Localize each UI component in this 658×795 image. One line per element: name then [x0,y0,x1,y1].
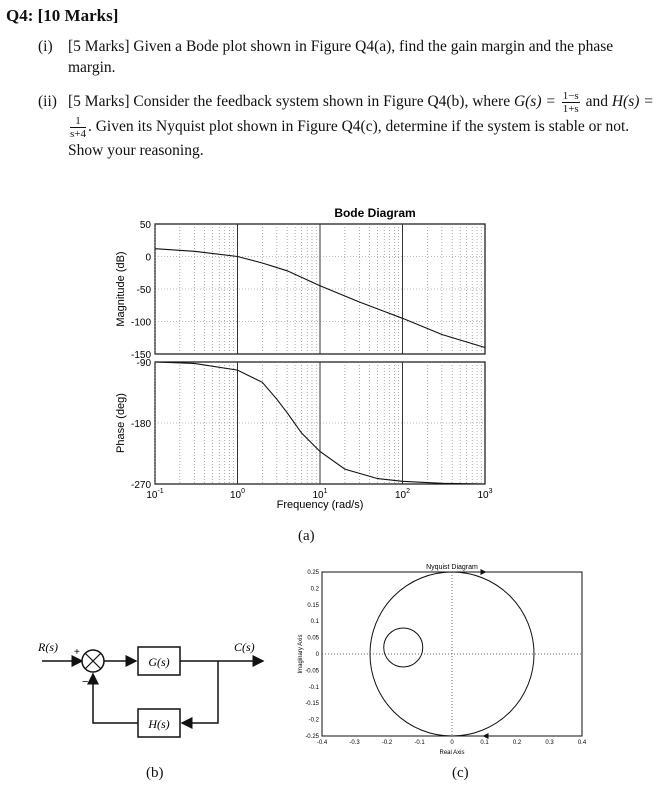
g-numerator: 1−s [562,90,579,102]
frequency-tick-exponent: 1 [323,488,328,495]
frequency-tick-exponent: -1 [157,488,164,495]
phase-tick-label: -180 [130,419,151,430]
part-ii-text-b: . Given its Nyquist plot shown in Figure Q4(c), determine [87,118,448,136]
nyquist-inner-loop [384,628,423,667]
magnitude-tick-label: 0 [145,252,151,264]
input-label: R(s) [38,640,58,654]
bode-diagram [110,200,510,518]
h-denominator: s+4 [70,128,86,140]
frequency-tick-label: $10^{-1}$ [146,488,164,501]
frequency-tick-exponent: 2 [406,488,411,495]
nyquist-x-tick-labels [317,740,587,746]
h-label: H(s) = [611,93,654,111]
part-i-text: [5 Marks] Given a Bode plot shown in Figure Q4(a), find the gain margin and the phase margin. [68,38,614,76]
nyquist-x-tick-label: 0.1 [480,740,489,746]
g-denominator: 1+s [562,103,579,115]
question-title: Q4: [10 Marks] [6,6,119,25]
magnitude-tick-label: -150 [130,350,151,361]
nyquist-y-tick-label: -0.2 [308,717,319,724]
magnitude-tick-labels [131,220,151,361]
nyquist-y-tick-label: 0.25 [307,570,319,576]
nyquist-y-tick-label: 0.15 [307,602,319,609]
part-ii-text-c: if the system is stable or not. Show your reasoning. [68,118,630,159]
nyquist-diagram [292,560,592,760]
h-fraction [70,115,86,140]
nyquist-x-tick-label: -0.4 [316,740,328,746]
frequency-tick-label: $10^2$ [394,488,411,501]
magnitude-tick-label: -50 [136,285,151,296]
phase-tick-label: -270 [130,480,151,491]
nyquist-x-tick-label: -0.2 [381,740,393,746]
nyquist-x-tick-label: 0.4 [577,740,587,746]
figure-a-caption: (a) [298,528,315,544]
magnitude-axis-label: Magnitude (dB) [115,251,127,327]
phase-tick-labels [131,358,151,491]
output-label: C(s) [234,640,255,654]
nyquist-direction-arrow-bottom [483,733,489,739]
phase-axis-label: Phase (deg) [115,393,127,453]
nyquist-y-axis-label: Imaginary Axis [298,634,304,674]
nyquist-y-tick-label: 0 [315,652,319,658]
magnitude-tick-label: 50 [139,220,151,231]
frequency-tick-label: $10^1$ [312,488,328,501]
nyquist-y-tick-label: -0.25 [305,734,319,740]
nyquist-zero-axes [322,572,582,736]
phase-tick-label: -90 [136,358,151,369]
nyquist-x-tick-label: -0.3 [349,740,360,746]
h-numerator: 1 [70,115,86,128]
nyquist-x-axis-label: Real Axis [439,750,465,756]
part-ii-text-a: [5 Marks] Consider the feedback system shown in Figure Q4(b), where [68,93,511,111]
g-label: G(s) = [513,93,556,111]
block-diagram [38,635,268,745]
nyquist-x-tick-label: 0.3 [545,740,554,746]
nyquist-x-tick-label: -0.1 [414,740,425,746]
nyquist-x-tick-label: 0 [450,740,454,746]
nyquist-x-tick-label: 0.2 [512,740,522,746]
sum-minus-sign: − [82,676,89,688]
bode-title: Bode Diagram [334,206,416,220]
and-word: and [585,93,608,111]
frequency-tick-exponent: 3 [488,488,493,495]
part-ii [38,90,658,161]
magnitude-tick-label: -100 [130,317,151,329]
nyquist-y-tick-label: 0.05 [307,635,319,642]
nyquist-y-tick-label: -0.1 [308,684,319,691]
nyquist-y-tick-labels [305,570,319,740]
frequency-tick-exponent: 0 [241,488,246,495]
frequency-tick-label: $10^3$ [477,488,493,501]
part-i-number: (i) [38,38,53,55]
frequency-axis-label: Frequency (rad/s) [276,499,364,511]
h-block-label: H(s) [148,717,170,731]
part-ii-number: (ii) [38,93,57,111]
frequency-tick-label: $10^0$ [229,488,246,501]
figure-c-caption: (c) [452,765,469,781]
g-fraction [562,90,580,115]
nyquist-direction-arrow-top [481,569,487,575]
nyquist-y-tick-label: -0.05 [305,668,319,675]
sum-plus-sign: + [74,647,80,658]
g-block-label: G(s) [148,655,170,669]
part-i [38,36,658,78]
nyquist-y-tick-label: 0.1 [310,619,319,626]
nyquist-y-tick-label: 0.2 [310,586,319,593]
figure-b-caption: (b) [146,765,164,781]
nyquist-title: Nyquist Diagram [426,564,478,571]
nyquist-y-tick-label: -0.15 [305,701,319,708]
